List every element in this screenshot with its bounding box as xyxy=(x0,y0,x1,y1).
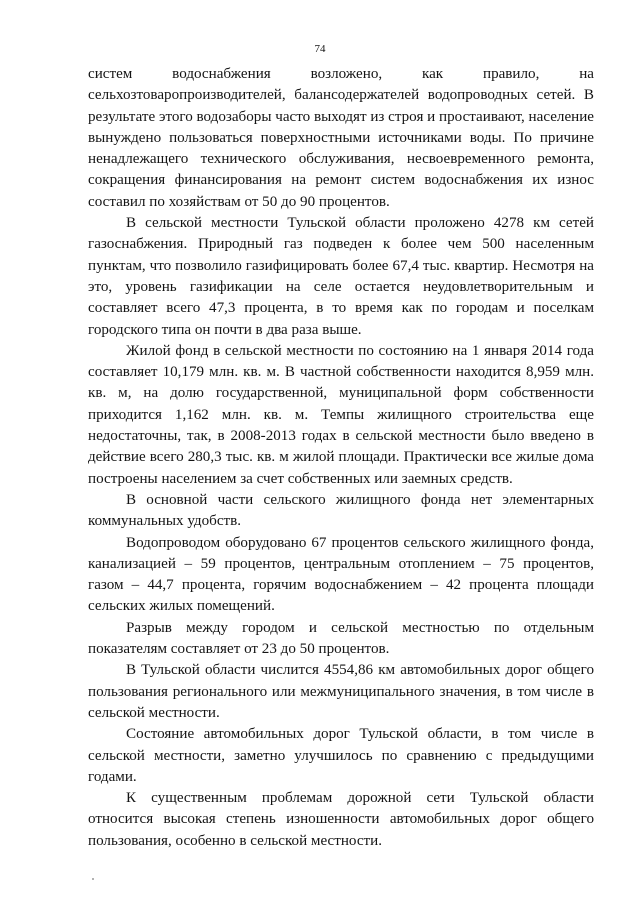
paragraph-water-supply: систем водоснабжения возложено, как правило, на сельхозтоваропроизводителей, балансодержателей водопроводных сетей. В результате этого водозаборы часто выходят из строя и простаивают, население вынуждено пользоваться поверхностными источниками воды. По причине ненадлежащего технического обслуживания, несвоевременного ремонта, сокращения финансирования на ремонт систем водоснабжения их износ составил по хозяйствам от 50 до 90 процентов. xyxy=(88,66,594,210)
scan-speck xyxy=(92,878,94,880)
paragraph-roads-problems: К существенным проблемам дорожной сети Тульской области относится высокая степень изношенности автомобильных дорог общего пользования, особенно в сельской местности. xyxy=(88,790,594,849)
paragraph-utilities-share: Водопроводом оборудовано 67 процентов сельского жилищного фонда, канализацией – 59 процентов, центральным отоплением – 75 процентов, газом – 44,7 процента, горячим водоснабжением – 42 процента площади сельских жилых помещений. xyxy=(88,534,594,615)
paragraph-utilities-lack: В основной части сельского жилищного фонда нет элементарных коммунальных удобств. xyxy=(88,491,594,530)
paragraph-housing-stock: Жилой фонд в сельской местности по состоянию на 1 января 2014 года составляет 10,179 млн. кв. м. В частной собственности находится 8,959 млн. кв. м, на долю государственной, муниципальной форм собственности приходится 1,162 млн. кв. м. Темпы жилищного строительства еще недостаточны, так, в 2008-2013 годах в сельской местности было введено в действие всего 280,3 тыс. кв. м жилой площади. Практически все жилые дома построены населением за счет собственных или заемных средств. xyxy=(88,342,594,487)
paragraph-roads-length: В Тульской области числится 4554,86 км автомобильных дорог общего пользования регионального или межмуниципального значения, в том числе в сельской местности. xyxy=(88,662,594,721)
page-number: 74 xyxy=(314,43,326,55)
paragraph-roads-condition: Состояние автомобильных дорог Тульской области, в том числе в сельской местности, заметно улучшилось по сравнению с предыдущими годами. xyxy=(88,726,594,785)
paragraph-urban-rural-gap: Разрыв между городом и сельской местностью по отдельным показателям составляет от 23 до 50 процентов. xyxy=(88,619,594,658)
paragraph-gas-supply: В сельской местности Тульской области проложено 4278 км сетей газоснабжения. Природный газ подведен к более чем 500 населенным пунктам, что позволило газифицировать более 67,4 тыс. квартир. Несмотря на это, уровень газификации на селе остается неудовлетворительным и составляет всего 47,3 процента, в то время как по городам и поселкам городского типа он почти в два раза выше. xyxy=(88,215,594,338)
document-body xyxy=(88,64,594,852)
